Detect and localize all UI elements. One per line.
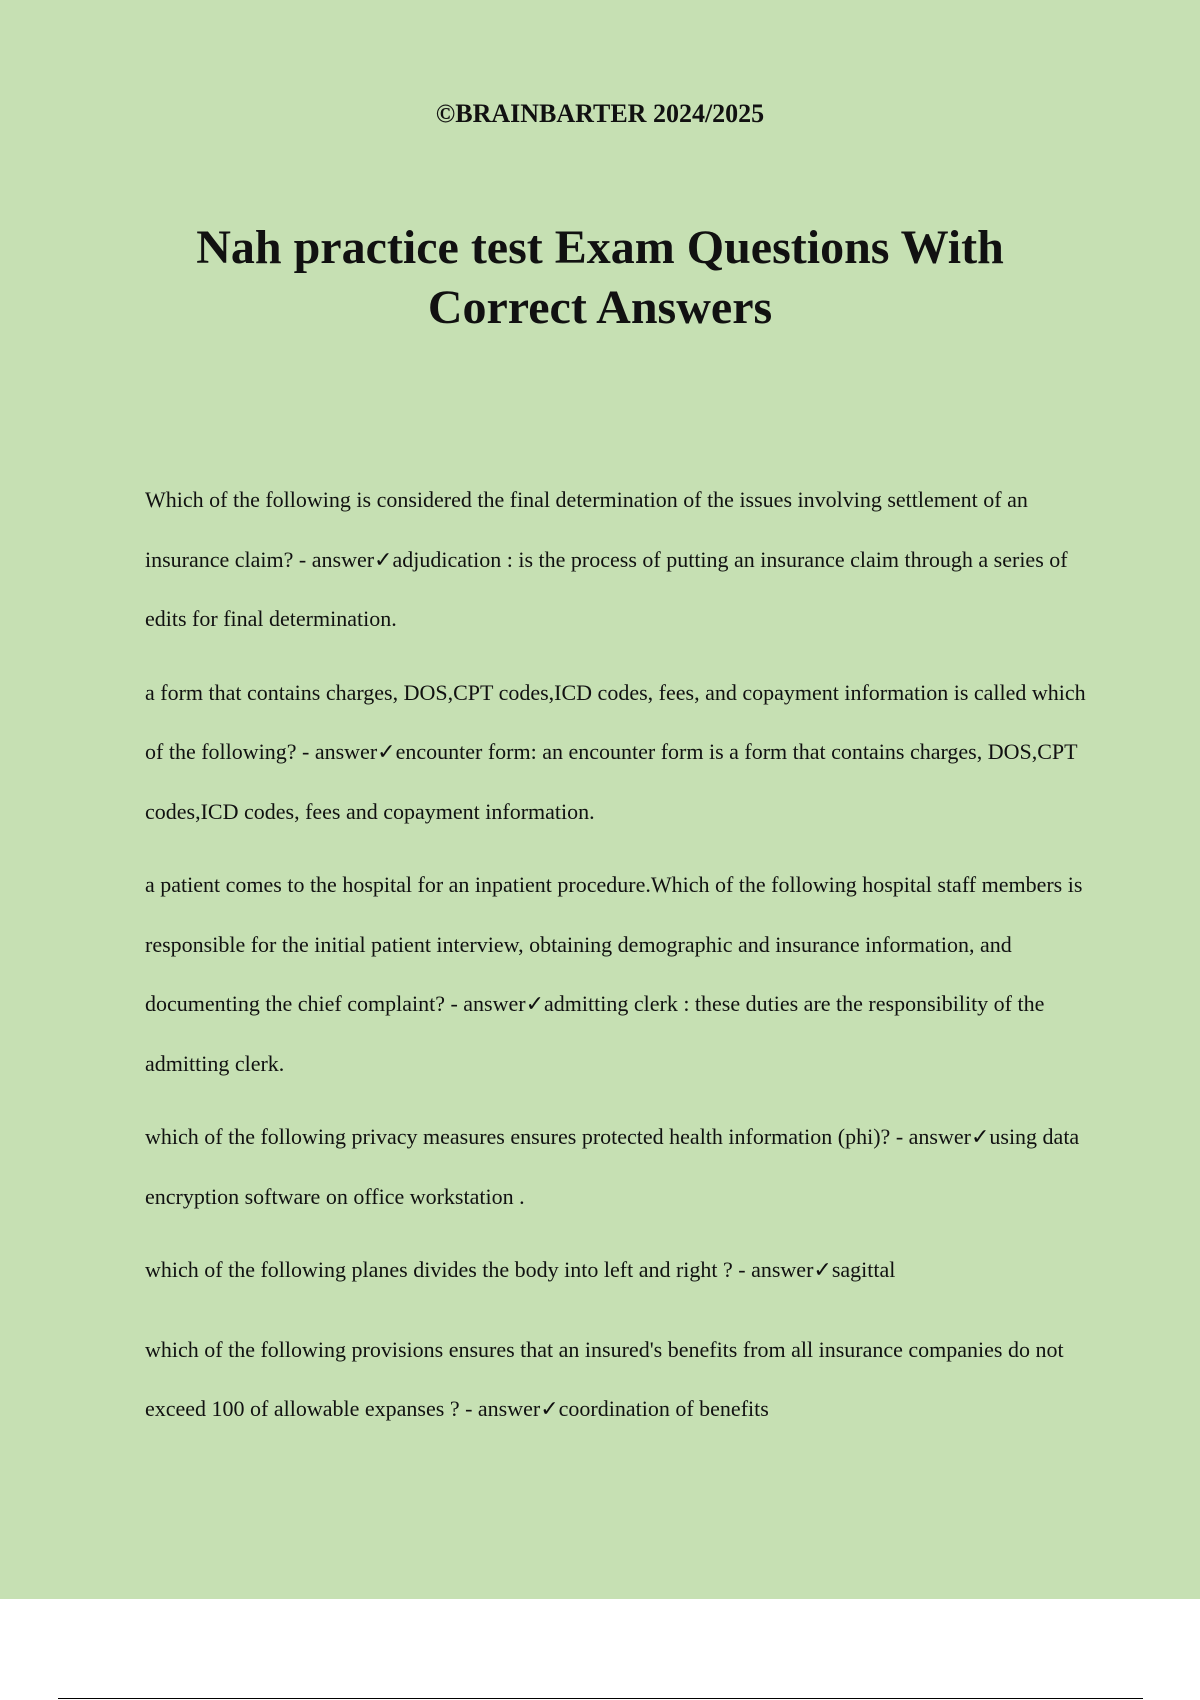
qa-item: which of the following provisions ensures that an insured's benefits from all insurance companies do not exceed 100 of allowable expanses ? - answer✓coordination of benefits xyxy=(145,1336,1064,1421)
qa-item: a patient comes to the hospital for an inpatient procedure.Which of the following hospital staff members is responsible for the initial patient interview, obtaining demographic and insurance information, and documenting the chief complaint? - answer✓admitting clerk : these duties are the responsibility of the admitting clerk. xyxy=(145,872,1083,1076)
page-divider xyxy=(58,1698,1143,1699)
qa-item: Which of the following is considered the final determination of the issues involving settlement of an insurance claim? - answer✓adjudication : is the process of putting an insurance claim through a series of edits for final determination. xyxy=(145,487,1068,631)
document-title: Nah practice test Exam Questions With Correct Answers xyxy=(196,221,1004,334)
qa-item: which of the following privacy measures ensures protected health information (phi)? - answer✓using data encryption software on office workstation . xyxy=(145,1124,1080,1209)
qa-item: a form that contains charges, DOS,CPT codes,ICD codes, fees, and copayment information is called which of the following? - answer✓encounter form: an encounter form is a form that contains charges, DOS,CPT codes,ICD codes, fees and copayment information. xyxy=(145,679,1086,824)
qa-list xyxy=(145,470,1095,1453)
qa-item: which of the following planes divides the body into left and right ? - answer✓sagittal xyxy=(145,1257,896,1282)
copyright-header: ©BRAINBARTER 2024/2025 xyxy=(435,99,765,128)
